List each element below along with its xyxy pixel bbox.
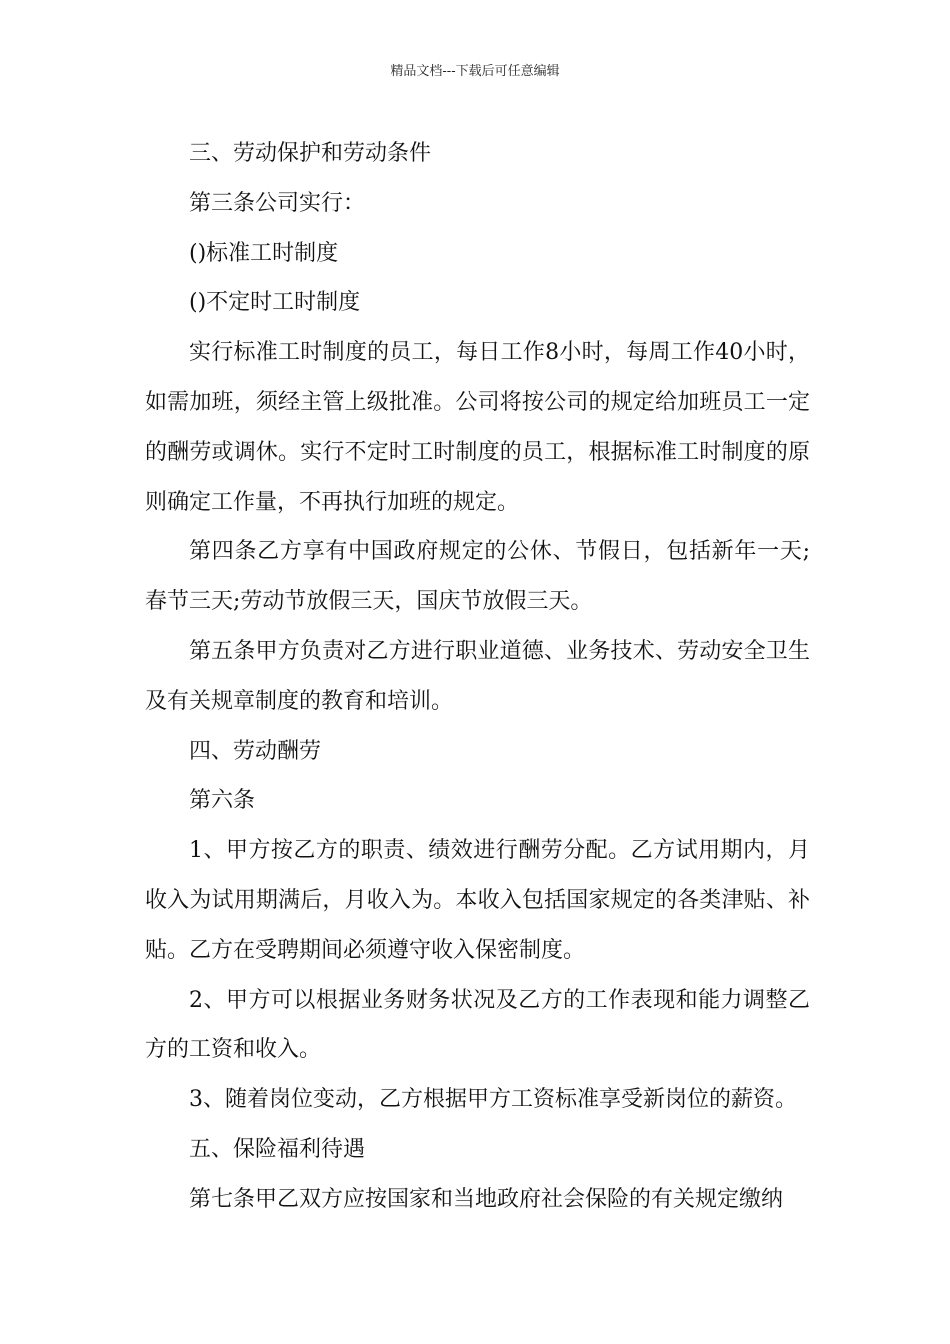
article-7-social-insurance: 第七条甲乙双方应按国家和当地政府社会保险的有关规定缴纳 xyxy=(189,1186,784,1212)
article-6-heading: 第六条 xyxy=(189,788,256,814)
section-heading-remuneration: 四、劳动酬劳 xyxy=(189,738,322,764)
option-standard-hours: ()标准工时制度 xyxy=(189,240,339,266)
section-heading-labor-protection: 三、劳动保护和劳动条件 xyxy=(189,141,432,166)
page-header: 精品文档---下载后可任意编辑 xyxy=(390,64,560,79)
section-heading-insurance: 五、保险福利待遇 xyxy=(189,1136,366,1162)
article-6-item-2: 2、甲方可以根据业务财务状况及乙方的工作表现和能力调整乙方的工资和收入。 xyxy=(145,987,810,1063)
article-6-item-3: 3、随着岗位变动，乙方根据甲方工资标准享受新岗位的薪资。 xyxy=(189,1087,797,1113)
article-6-item-1: 1、甲方按乙方的职责、绩效进行酬劳分配。乙方试用期内，月收入为试用期满后，月收入为。本收入包括国家规定的各类津贴、补贴。乙方在受聘期间必须遵守收入保密制度。 xyxy=(145,838,810,963)
article-3-heading: 第三条公司实行： xyxy=(189,190,366,216)
working-hours-paragraph: 实行标准工时制度的员工，每日工作8小时，每周工作40小时，如需加班，须经主管上级批准。公司将按公司的规定给加班员工一定的酬劳或调休。实行不定时工时制度的员工，根据标准工时制度的原则确定工作量，不再执行加班的规定。 xyxy=(145,340,810,515)
document-body xyxy=(145,129,810,1225)
article-5-training: 第五条甲方负责对乙方进行职业道德、业务技术、劳动安全卫生及有关规章制度的教育和培训。 xyxy=(145,638,810,714)
option-flexible-hours: ()不定时工时制度 xyxy=(189,290,361,316)
article-4-holidays: 第四条乙方享有中国政府规定的公休、节假日，包括新年一天;春节三天;劳动节放假三天，国庆节放假三天。 xyxy=(145,539,810,615)
